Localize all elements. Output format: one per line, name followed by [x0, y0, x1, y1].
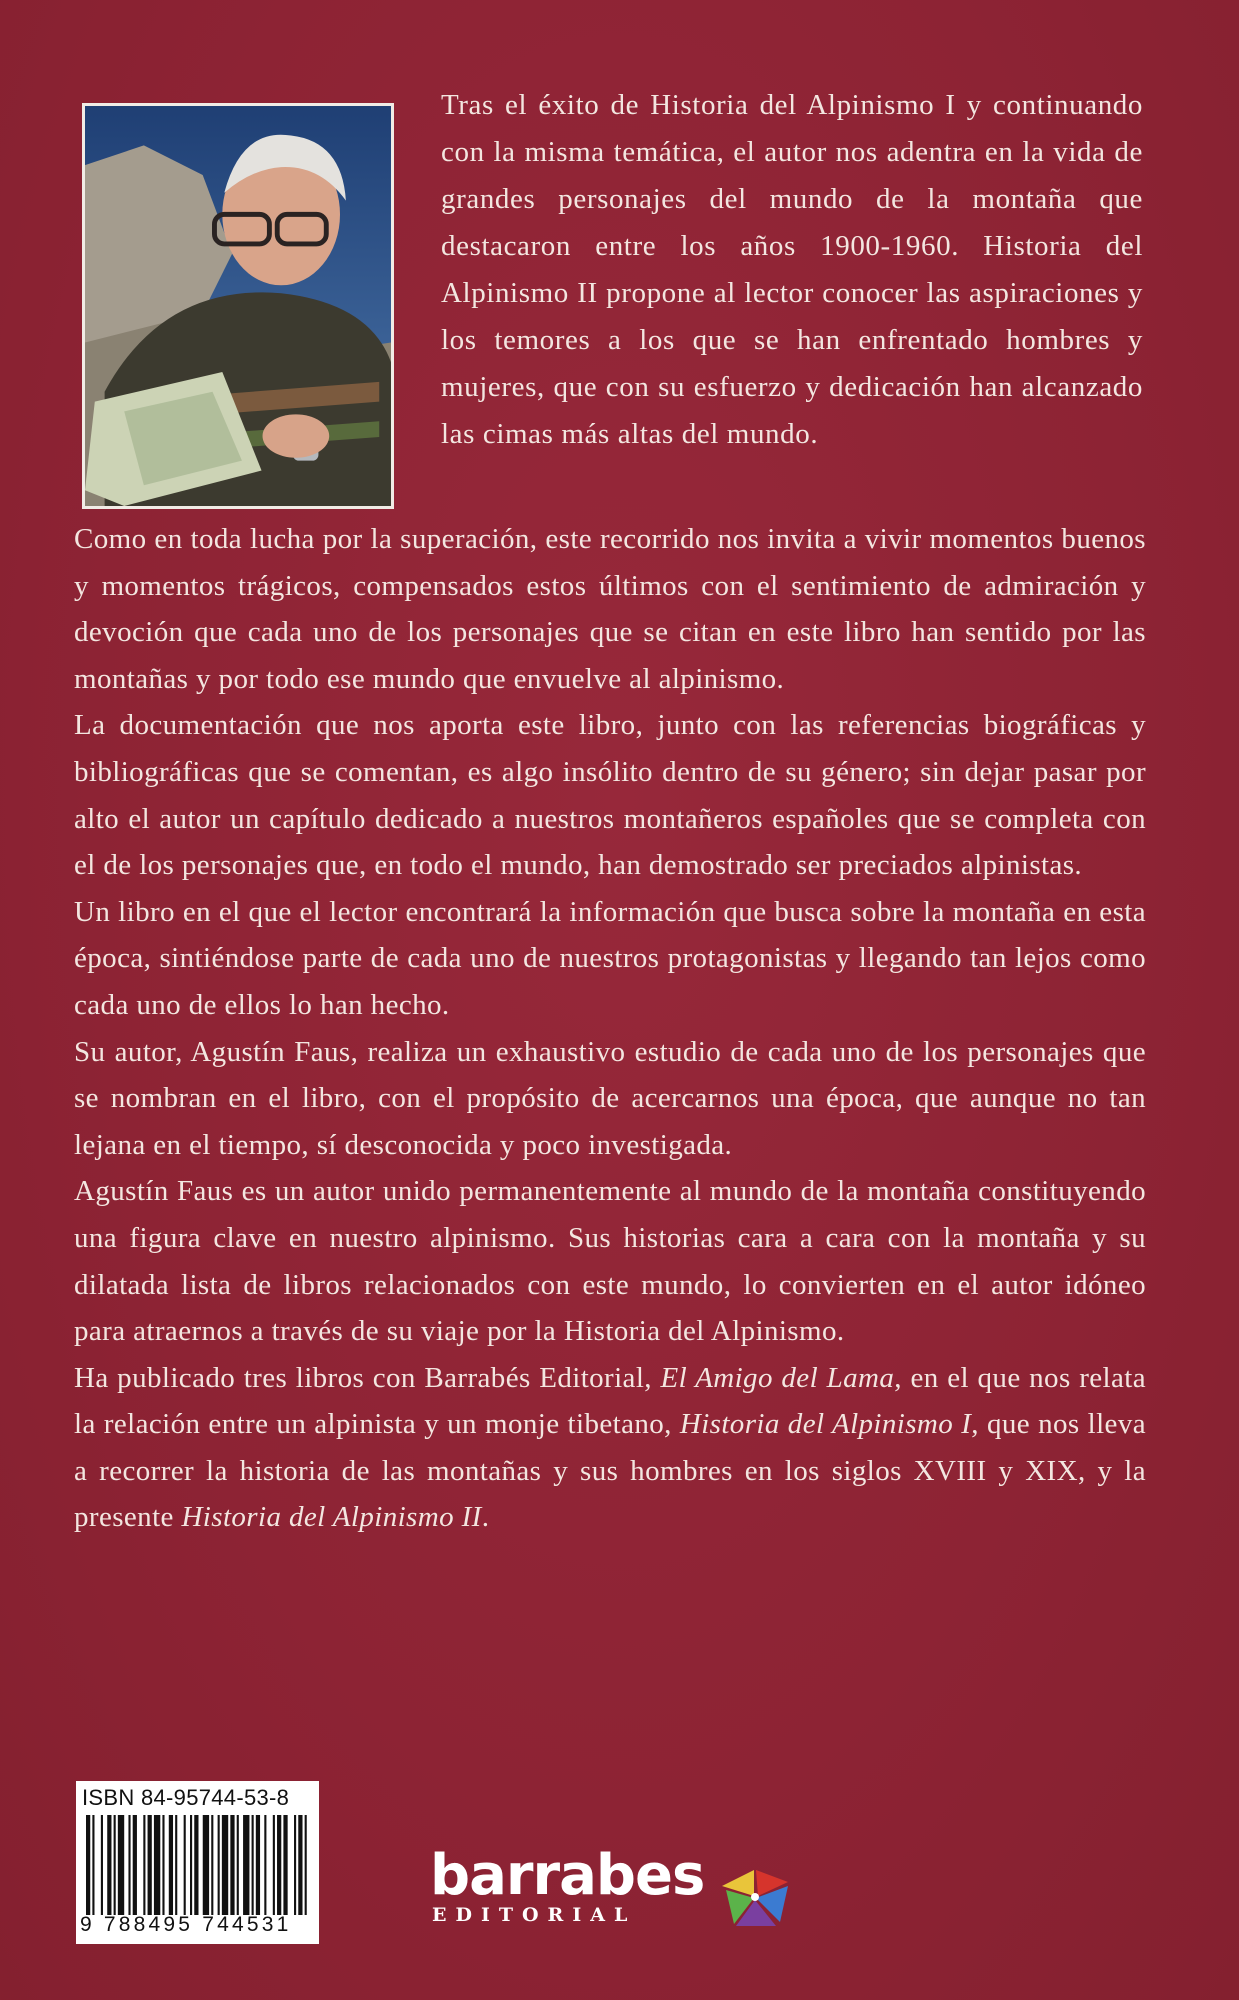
- barcode-icon: [86, 1815, 311, 1915]
- publisher-logo: [430, 1843, 810, 1938]
- publisher-name: barrabes: [430, 1843, 705, 1908]
- paragraph: Agustín Faus es un autor unido permanentemente al mundo de la montaña constituyendo una figura clave en nuestro alpinismo. Sus historias cara a cara con la montaña y su dilatada lista de libros relacionados con este mundo, lo convierten en el autor idóneo para atraernos a través de su viaje por la Historia del Alpinismo.: [74, 1175, 1146, 1348]
- isbn-label: ISBN 84-95744-53-8: [82, 1785, 290, 1810]
- text: Ha publicado tres libros con Barrabés Editorial,: [74, 1361, 661, 1394]
- book-title: Historia del Alpinismo II: [181, 1501, 482, 1534]
- isbn-barcode-box: [76, 1781, 319, 1944]
- text: , en el que nos relata la relación entre un alpinista y un monje tibetano,: [74, 1361, 1146, 1441]
- author-photo-illustration: [85, 106, 391, 506]
- paragraph: Como en toda lucha por la superación, este recorrido nos invita a vivir momentos buenos y momentos trágicos, compensados estos últimos con el sentimiento de admiración y devoción que cada uno de los personajes que se citan en este libro han sentido por las montañas y por todo ese mundo que envuelve al alpinismo.: [74, 523, 1146, 695]
- ean-digits: 9 788495 744531: [80, 1913, 292, 1936]
- paragraph: Su autor, Agustín Faus, realiza un exhaustivo estudio de cada uno de los personajes que se nombran en el libro, con el propósito de acercarnos una época, que aunque no tan lejana en el tiempo, sí desconocida y poco investigada.: [74, 1035, 1146, 1161]
- paragraph: La documentación que nos aporta este libro, junto con las referencias biográficas y bibliográficas que se comentan, es algo insólito dentro de su género; sin dejar pasar por alto el autor un capítulo dedicado a nuestros montañeros españoles que se completa con el de los personajes que, en todo el mundo, han demostrado ser preciados alpinistas.: [74, 709, 1146, 882]
- author-photo: [82, 103, 394, 509]
- publisher-emblem-icon: [716, 1856, 794, 1934]
- text: .: [481, 1501, 490, 1534]
- book-title: Historia del Alpinismo I: [679, 1408, 972, 1441]
- intro-paragraph: Tras el éxito de Historia del Alpinismo I y continuando con la misma temática, el autor nos adentra en la vida de grandes personajes del mundo de la montaña que destacaron entre los años 1900-1960. Historia del Alpinismo II propone al lector conocer las aspiraciones y los temores a los que se han enfrentado hombres y mujeres, que con su esfuerzo y dedicación han alcanzado las cimas más altas del mundo.: [441, 89, 1143, 450]
- paragraph-publications: [74, 1355, 1146, 1541]
- book-title: El Amigo del Lama: [660, 1361, 895, 1394]
- paragraph: Un libro en el que el lector encontrará la información que busca sobre la montaña en esta época, sintiéndose parte de cada uno de nuestros protagonistas y llegando tan lejos como cada uno de ellos lo han hecho.: [74, 895, 1146, 1021]
- text: , que nos lleva a recorrer la historia de las montañas y sus hombres en los siglos XVIII y XIX, y la presente: [74, 1408, 1147, 1534]
- publisher-subtitle: EDITORIAL: [432, 1904, 637, 1926]
- description-text: [74, 516, 1146, 1541]
